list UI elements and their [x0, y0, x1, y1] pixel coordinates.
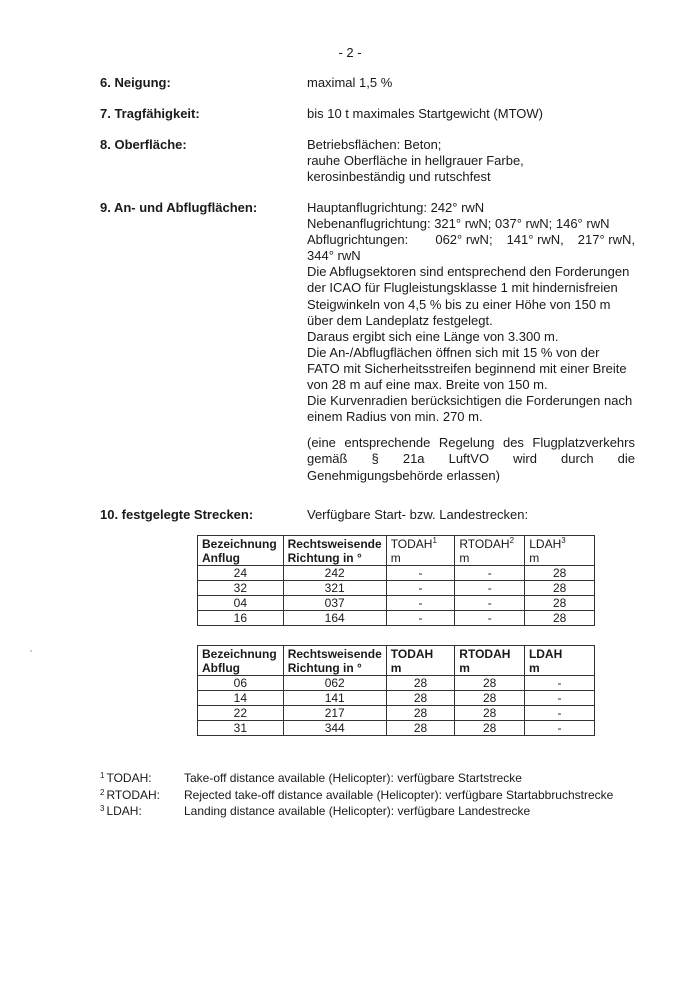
table-row: [198, 676, 595, 691]
table-cell: 31: [198, 721, 284, 736]
table-cell: -: [386, 596, 455, 611]
footnote-term: TODAH:: [106, 771, 152, 785]
section-6-label: 6. Neigung:: [100, 75, 171, 90]
table-cell: -: [386, 566, 455, 581]
section-10-value: Verfügbare Start- bzw. Landestrecken:: [307, 507, 529, 522]
header-subtext: Richtung in °: [287, 661, 362, 675]
table-header-row: [198, 646, 595, 676]
section-9-label: 9. An- und Abflugflächen:: [100, 200, 258, 215]
page-number: - 2 -: [338, 45, 362, 60]
table-cell: 28: [455, 721, 525, 736]
table-cell: 32: [198, 581, 284, 596]
surface-line: rauhe Oberfläche in hellgrauer Farbe,: [307, 153, 524, 169]
surface-line: kerosinbeständig und rutschfest: [307, 169, 491, 185]
header-direction: [283, 536, 386, 566]
header-todah: [386, 536, 455, 566]
header-subtext: m: [528, 661, 540, 675]
footnote-number: 3: [100, 804, 105, 813]
departure-direction-last: 344° rwN: [307, 248, 361, 264]
table-row: [198, 611, 595, 626]
table-cell: 24: [198, 566, 284, 581]
table-cell: 14: [198, 691, 284, 706]
table-cell: 06: [198, 676, 284, 691]
table-cell: 04: [198, 596, 284, 611]
table-cell: 242: [283, 566, 386, 581]
footnote-text: Take-off distance available (Helicopter): verfügbare Startstrecke: [184, 771, 522, 785]
header-subtext: m: [459, 661, 470, 675]
table-cell: 141: [283, 691, 386, 706]
regulation-paragraph: (eine entsprechende Regelung des Flugplatzverkehrs gemäß § 21a LuftVO wird durch die Genehmigungsbehörde erlassen): [307, 435, 635, 483]
section-7-label: 7. Tragfähigkeit:: [100, 106, 200, 121]
table-header-row: [198, 536, 595, 566]
table-row: [198, 581, 595, 596]
table-cell: 037: [283, 596, 386, 611]
section-7-value: bis 10 t maximales Startgewicht (MTOW): [307, 106, 543, 121]
table-cell: -: [455, 581, 525, 596]
header-text: TODAH: [390, 647, 434, 661]
table-cell: 16: [198, 611, 284, 626]
footnote-term: RTODAH:: [106, 788, 161, 802]
header-todah: [386, 646, 455, 676]
section-8-value: [307, 137, 635, 185]
table-cell: -: [524, 691, 594, 706]
footnote-item: [100, 771, 522, 785]
table-row: [198, 691, 595, 706]
table-cell: -: [524, 706, 594, 721]
header-ldah: [525, 536, 595, 566]
departure-direction: 217° rwN,: [577, 232, 635, 248]
header-subtext: Abflug: [202, 661, 240, 675]
table-row: [198, 721, 595, 736]
header-rtodah: [455, 536, 525, 566]
table-cell: 28: [455, 706, 525, 721]
header-text: Bezeichnung: [202, 647, 277, 661]
section-10-label: 10. festgelegte Strecken:: [100, 507, 254, 522]
length-paragraph: Daraus ergibt sich eine Länge von 3.300 m.: [307, 328, 559, 344]
departure-table: [197, 645, 595, 736]
section-6-value: maximal 1,5 %: [307, 75, 393, 90]
footnote-ref: 1: [432, 536, 437, 545]
departure-direction: 141° rwN,: [506, 232, 564, 248]
departure-direction: 062° rwN;: [435, 232, 493, 248]
table-cell: -: [455, 611, 525, 626]
header-designation: [198, 646, 284, 676]
departure-directions: [307, 232, 635, 248]
table-cell: 344: [283, 721, 386, 736]
header-subtext: m: [390, 661, 402, 675]
table-row: [198, 706, 595, 721]
footnote-ref: 3: [561, 536, 566, 545]
footnote-number: 2: [100, 788, 105, 797]
table-cell: 164: [283, 611, 386, 626]
footnote-item: [100, 804, 530, 818]
departure-sectors-paragraph: Die Abflugsektoren sind entsprechend den Forderungen der ICAO für Flugleistungsklasse 1 mit hindernisfreien Steigwinkeln von 4,5 % bis zu einer Höhe von 150 m über dem Landeplatz festgelegt.: [307, 264, 630, 328]
header-subtext: Richtung in °: [287, 551, 362, 565]
table-cell: -: [386, 611, 455, 626]
table-cell: 217: [283, 706, 386, 721]
footnote-text: Rejected take-off distance available (Helicopter): verfügbare Startabbruchstrecke: [184, 788, 614, 802]
table-cell: 28: [386, 691, 455, 706]
secondary-approach-directions: Nebenanflugrichtung: 321° rwN; 037° rwN; 146° rwN: [307, 216, 610, 232]
approach-table: [197, 535, 595, 626]
header-text: LDAH: [528, 647, 563, 661]
table-cell: 28: [525, 566, 595, 581]
table-cell: 28: [386, 676, 455, 691]
header-subtext: m: [459, 551, 470, 565]
curve-radii-paragraph: Die Kurvenradien berücksichtigen die Forderungen nach einem Radius von min. 270 m.: [307, 393, 633, 425]
header-text: Rechtsweisende: [287, 647, 382, 661]
section-9-value: [307, 200, 635, 484]
table-cell: 321: [283, 581, 386, 596]
table-cell: -: [524, 676, 594, 691]
header-text: RTODAH: [459, 537, 510, 551]
header-rtodah: [455, 646, 525, 676]
departure-directions-label: Abflugrichtungen:: [307, 232, 409, 248]
table-row: [198, 596, 595, 611]
footnote-number: 1: [100, 771, 105, 780]
table-cell: 28: [525, 611, 595, 626]
header-text: TODAH: [390, 537, 433, 551]
header-text: Rechtsweisende: [287, 537, 382, 551]
header-text: Bezeichnung: [202, 537, 277, 551]
table-cell: 28: [525, 581, 595, 596]
surface-line: Betriebsflächen: Beton;: [307, 137, 442, 152]
table-cell: 28: [386, 721, 455, 736]
table-cell: 28: [455, 676, 525, 691]
header-text: LDAH: [529, 537, 562, 551]
table-cell: 28: [525, 596, 595, 611]
footnote-ref: 2: [509, 536, 515, 545]
table-cell: -: [524, 721, 594, 736]
main-approach-direction: Hauptanflugrichtung: 242° rwN: [307, 200, 485, 215]
header-designation: [198, 536, 284, 566]
table-cell: -: [386, 581, 455, 596]
table-cell: -: [455, 596, 525, 611]
table-cell: 062: [283, 676, 386, 691]
table-row: [198, 566, 595, 581]
table-cell: 28: [386, 706, 455, 721]
header-subtext: Anflug: [202, 551, 240, 565]
footnote-text: Landing distance available (Helicopter): verfügbare Landestrecke: [184, 804, 531, 818]
section-8-label: 8. Oberfläche:: [100, 137, 187, 152]
table-cell: -: [455, 566, 525, 581]
footnote-item: [100, 788, 613, 802]
header-subtext: m: [529, 551, 540, 565]
table-cell: 28: [455, 691, 525, 706]
header-text: RTODAH: [459, 647, 511, 661]
footnote-term: LDAH:: [106, 804, 142, 818]
header-direction: [283, 646, 386, 676]
header-ldah: [524, 646, 594, 676]
table-cell: 22: [198, 706, 284, 721]
scan-speck: [30, 650, 32, 652]
header-subtext: m: [390, 551, 401, 565]
opening-paragraph: Die An-/Abflugflächen öffnen sich mit 15 % von der FATO mit Sicherheitsstreifen beginnend mit einer Breite von 28 m auf eine max. Breite von 150 m.: [307, 344, 627, 393]
